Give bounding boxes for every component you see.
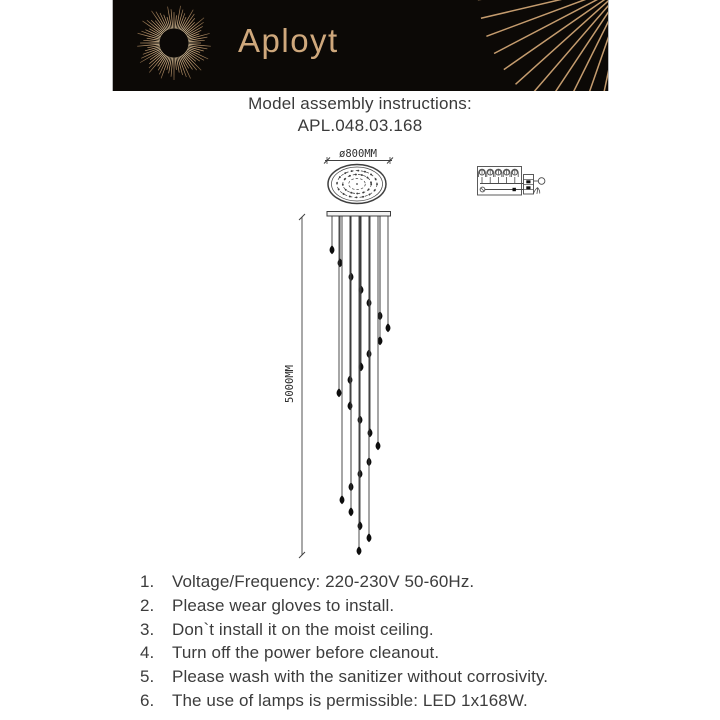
item-number: 6. [140,690,155,710]
lamp-teardrop [386,323,391,332]
item-text: Voltage/Frequency: 220-230V 50-60Hz. [172,572,475,591]
assembly-drawing [270,140,560,590]
item-number: 1. [140,572,155,591]
brand-banner [112,0,609,91]
item-number: 2. [140,595,155,615]
item-text: The use of lamps is permissible: LED 1x168W. [172,690,528,710]
lamp-teardrop [357,546,362,555]
lamp-teardrop [376,441,381,450]
lamp-teardrop [330,245,335,254]
height-dimension-line [299,214,305,558]
instruction-list [140,570,660,713]
diameter-dimension-label: ø800MM [339,148,377,160]
item-text: Turn off the power before cleanout. [172,643,440,663]
canopy-top-view [328,165,386,204]
pendant-cables-and-lamps [330,216,391,555]
instruction-item [140,641,660,665]
sheet-title: Model assembly instructions: [248,94,472,113]
lamp-teardrop [358,521,363,530]
item-number: 5. [140,667,155,687]
model-number: APL.048.03.168 [297,116,423,135]
title-block [0,93,720,137]
instruction-item [140,594,660,618]
item-text: Don`t install it on the moist ceiling. [172,619,434,639]
height-dimension-label: 5000MM [284,365,296,403]
instruction-item [140,689,660,713]
brand-name: Aployt [238,22,339,59]
sunburst-center-disc [161,30,188,57]
item-number: 3. [140,619,155,639]
lamp-teardrop [367,533,372,542]
instruction-item [140,665,660,689]
item-number: 4. [140,643,155,663]
instruction-item [140,618,660,642]
lamp-teardrop [349,507,354,516]
lamp-teardrop [348,401,353,410]
ceiling-plate [327,212,391,217]
item-text: Please wash with the sanitizer without corrosivity. [172,667,549,687]
corner-rays-decoration [478,0,609,91]
lamp-teardrop [340,495,345,504]
wiring-detail [478,167,545,196]
instruction-item [140,570,660,594]
lamp-teardrop [368,428,373,437]
item-text: Please wear gloves to install. [172,595,395,615]
lamp-teardrop [337,388,342,397]
